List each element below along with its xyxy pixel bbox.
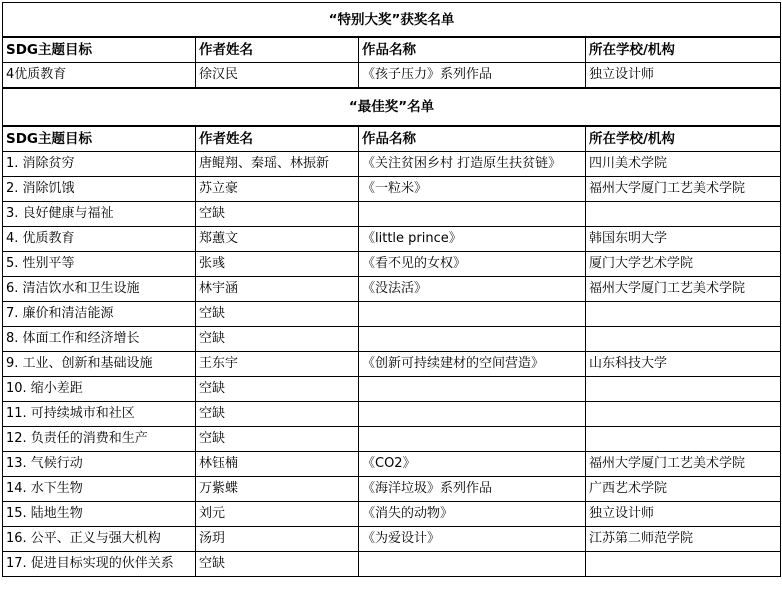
cell-work: 《孩子压力》系列作品 [359, 63, 586, 89]
special-award-title: “特别大奖”获奖名单 [3, 3, 781, 38]
cell-work [359, 202, 586, 227]
cell-sdg-goal: 2. 消除饥饿 [3, 177, 196, 202]
cell-work: 《看不见的女权》 [359, 252, 586, 277]
best-award-row [3, 352, 781, 377]
header-work: 作品名称 [359, 126, 586, 152]
best-award-row [3, 477, 781, 502]
cell-author: 空缺 [196, 302, 359, 327]
best-award-row [3, 177, 781, 202]
cell-sdg-goal: 14. 水下生物 [3, 477, 196, 502]
cell-author: 空缺 [196, 552, 359, 577]
cell-institution [586, 552, 781, 577]
cell-author: 空缺 [196, 202, 359, 227]
cell-institution: 福州大学厦门工艺美术学院 [586, 277, 781, 302]
cell-sdg-goal: 9. 工业、创新和基础设施 [3, 352, 196, 377]
cell-author: 空缺 [196, 427, 359, 452]
cell-work: 《CO2》 [359, 452, 586, 477]
header-institution: 所在学校/机构 [586, 126, 781, 152]
cell-sdg-goal: 4. 优质教育 [3, 227, 196, 252]
best-award-row [3, 302, 781, 327]
cell-work [359, 552, 586, 577]
cell-sdg-goal: 12. 负责任的消费和生产 [3, 427, 196, 452]
cell-author: 林宇涵 [196, 277, 359, 302]
cell-author: 汤玥 [196, 527, 359, 552]
cell-sdg-goal: 16. 公平、正义与强大机构 [3, 527, 196, 552]
cell-author: 徐汉民 [196, 63, 359, 89]
cell-author: 空缺 [196, 327, 359, 352]
cell-institution: 厦门大学艺术学院 [586, 252, 781, 277]
cell-sdg-goal: 10. 缩小差距 [3, 377, 196, 402]
cell-author: 林钰楠 [196, 452, 359, 477]
best-award-header-row [3, 126, 781, 152]
cell-work [359, 327, 586, 352]
award-table-body [3, 3, 781, 577]
cell-institution: 独立设计师 [586, 502, 781, 527]
cell-work: 《海洋垃圾》系列作品 [359, 477, 586, 502]
cell-work [359, 427, 586, 452]
cell-work: 《创新可持续建材的空间营造》 [359, 352, 586, 377]
cell-sdg-goal: 7. 廉价和清洁能源 [3, 302, 196, 327]
header-work: 作品名称 [359, 37, 586, 63]
cell-work: 《关注贫困乡村 打造原生扶贫链》 [359, 152, 586, 177]
cell-sdg-goal: 8. 体面工作和经济增长 [3, 327, 196, 352]
header-sdg-goal: SDG主题目标 [3, 126, 196, 152]
cell-institution: 江苏第二师范学院 [586, 527, 781, 552]
cell-institution: 福州大学厦门工艺美术学院 [586, 177, 781, 202]
cell-institution: 独立设计师 [586, 63, 781, 89]
cell-institution [586, 377, 781, 402]
cell-institution [586, 327, 781, 352]
cell-work [359, 302, 586, 327]
header-institution: 所在学校/机构 [586, 37, 781, 63]
special-award-row [3, 63, 781, 89]
best-award-row [3, 252, 781, 277]
cell-sdg-goal: 5. 性别平等 [3, 252, 196, 277]
header-sdg-goal: SDG主题目标 [3, 37, 196, 63]
cell-work: 《没法活》 [359, 277, 586, 302]
cell-work: 《little prince》 [359, 227, 586, 252]
cell-author: 空缺 [196, 402, 359, 427]
cell-sdg-goal: 11. 可持续城市和社区 [3, 402, 196, 427]
cell-author: 万紫蝶 [196, 477, 359, 502]
special-award-title-row [3, 3, 781, 38]
best-award-row [3, 202, 781, 227]
cell-author: 王东宇 [196, 352, 359, 377]
best-award-row [3, 377, 781, 402]
cell-author: 刘元 [196, 502, 359, 527]
cell-author: 空缺 [196, 377, 359, 402]
cell-sdg-goal: 1. 消除贫穷 [3, 152, 196, 177]
best-award-row [3, 227, 781, 252]
best-award-row [3, 527, 781, 552]
header-author: 作者姓名 [196, 37, 359, 63]
cell-institution: 四川美术学院 [586, 152, 781, 177]
cell-work: 《一粒米》 [359, 177, 586, 202]
best-award-row [3, 402, 781, 427]
best-award-row [3, 552, 781, 577]
cell-work [359, 402, 586, 427]
cell-sdg-goal: 17. 促进目标实现的伙伴关系 [3, 552, 196, 577]
cell-author: 张彧 [196, 252, 359, 277]
award-list-page [2, 2, 780, 577]
cell-institution: 福州大学厦门工艺美术学院 [586, 452, 781, 477]
best-award-row [3, 452, 781, 477]
cell-sdg-goal: 15. 陆地生物 [3, 502, 196, 527]
cell-sdg-goal: 6. 清洁饮水和卫生设施 [3, 277, 196, 302]
cell-sdg-goal: 13. 气候行动 [3, 452, 196, 477]
cell-institution [586, 402, 781, 427]
header-author: 作者姓名 [196, 126, 359, 152]
cell-author: 唐鲲翔、秦瑶、林振新 [196, 152, 359, 177]
cell-institution [586, 302, 781, 327]
cell-work: 《为爱设计》 [359, 527, 586, 552]
cell-sdg-goal: 4优质教育 [3, 63, 196, 89]
special-award-header-row [3, 37, 781, 63]
best-award-row [3, 427, 781, 452]
best-award-title: “最佳奖”名单 [3, 88, 781, 126]
cell-work [359, 377, 586, 402]
cell-institution [586, 427, 781, 452]
cell-author: 苏立豪 [196, 177, 359, 202]
cell-institution: 山东科技大学 [586, 352, 781, 377]
cell-institution: 广西艺术学院 [586, 477, 781, 502]
cell-institution [586, 202, 781, 227]
cell-sdg-goal: 3. 良好健康与福祉 [3, 202, 196, 227]
best-award-row [3, 152, 781, 177]
best-award-title-row [3, 88, 781, 126]
cell-work: 《消失的动物》 [359, 502, 586, 527]
cell-author: 郑蕙文 [196, 227, 359, 252]
best-award-row [3, 502, 781, 527]
award-table [2, 2, 781, 577]
best-award-row [3, 277, 781, 302]
cell-institution: 韩国东明大学 [586, 227, 781, 252]
best-award-row [3, 327, 781, 352]
